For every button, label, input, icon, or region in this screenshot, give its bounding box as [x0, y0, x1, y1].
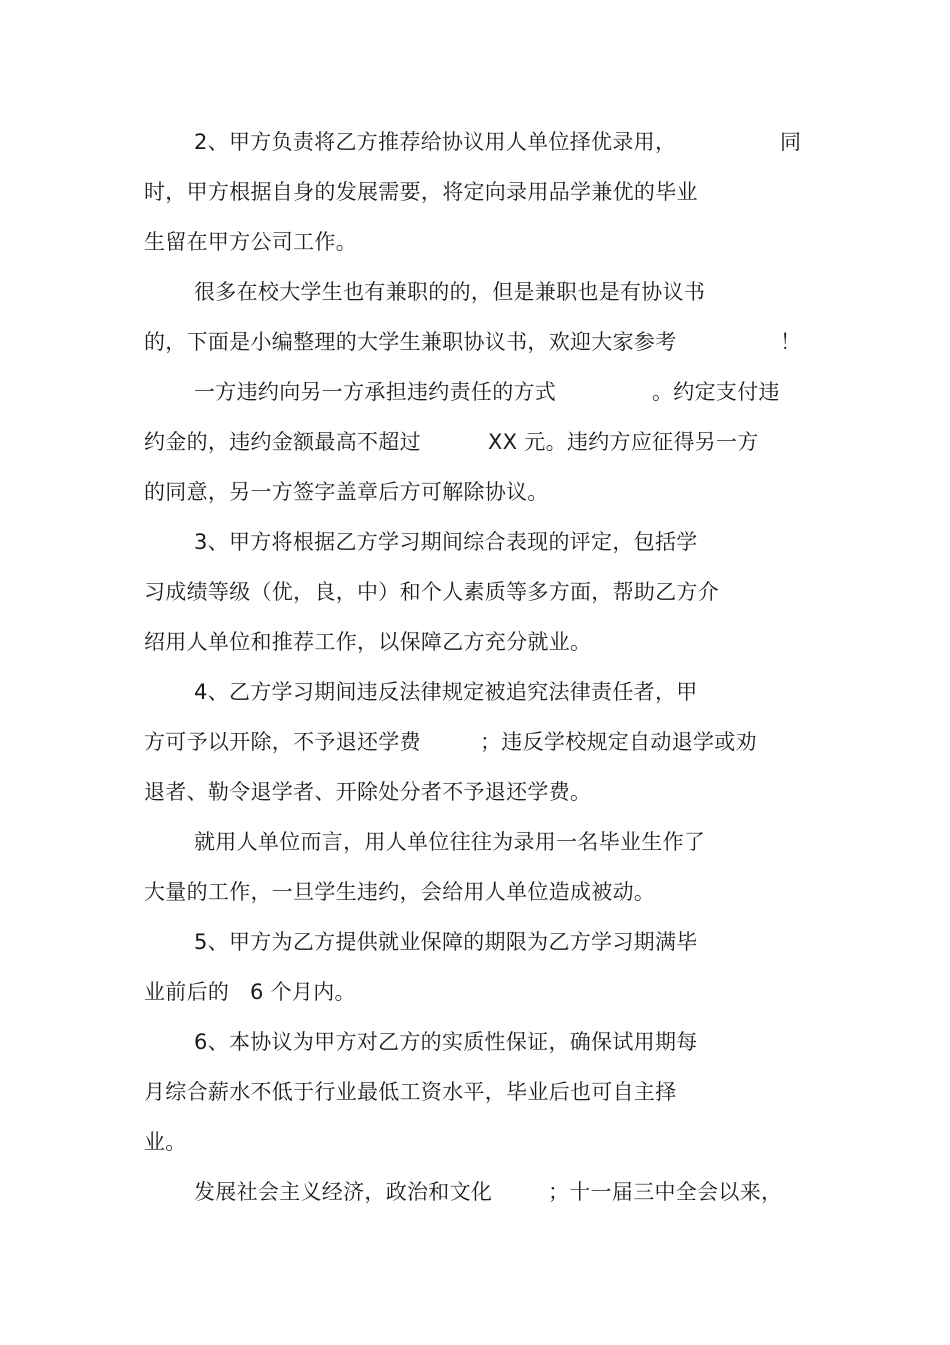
- text-line: 6 个月内。: [250, 980, 356, 1004]
- text-line: 业前后的: [144, 980, 230, 1004]
- text-line: ！: [780, 330, 802, 354]
- text-line: 2、甲方负责将乙方推荐给协议用人单位择优录用，: [194, 130, 677, 154]
- text-line: XX 元。违约方应征得另一方: [488, 430, 759, 454]
- text-line: 月综合薪水不低于行业最低工资水平，毕业后也可自主择: [144, 1080, 677, 1104]
- text-line: 很多在校大学生也有兼职的的，但是兼职也是有协议书: [194, 280, 706, 304]
- text-line: 一方违约向另一方承担违约责任的方式: [194, 380, 557, 404]
- text-line: 习成绩等级（优，良，中）和个人素质等多方面，帮助乙方介: [144, 580, 720, 604]
- text-line: 5、甲方为乙方提供就业保障的期限为乙方学习期满毕: [194, 930, 698, 954]
- text-line: 退者、勒令退学者、开除处分者不予退还学费。: [144, 780, 592, 804]
- text-line: 4、乙方学习期间违反法律规定被追究法律责任者，甲: [194, 680, 698, 704]
- text-line: ；十一届三中全会以来，: [548, 1180, 783, 1204]
- text-line: 绍用人单位和推荐工作，以保障乙方充分就业。: [144, 630, 592, 654]
- text-line: 约金的，违约金额最高不超过: [144, 430, 421, 454]
- text-line: 大量的工作，一旦学生违约，会给用人单位造成被动。: [144, 880, 656, 904]
- text-line: ；违反学校规定自动退学或劝: [480, 730, 757, 754]
- text-line: 就用人单位而言，用人单位往往为录用一名毕业生作了: [194, 830, 706, 854]
- text-line: 6、本协议为甲方对乙方的实质性保证，确保试用期每: [194, 1030, 698, 1054]
- text-line: 的，下面是小编整理的大学生兼职协议书，欢迎大家参考: [144, 330, 677, 354]
- text-line: 发展社会主义经济，政治和文化: [194, 1180, 493, 1204]
- text-line: 。约定支付违: [652, 380, 780, 404]
- text-line: 同: [780, 130, 802, 154]
- text-line: 时，甲方根据自身的发展需要，将定向录用品学兼优的毕业: [144, 180, 698, 204]
- text-line: 3、甲方将根据乙方学习期间综合表现的评定，包括学: [194, 530, 698, 554]
- text-line: 的同意，另一方签字盖章后方可解除协议。: [144, 480, 549, 504]
- text-line: 业。: [144, 1130, 187, 1154]
- text-line: 生留在甲方公司工作。: [144, 230, 357, 254]
- text-line: 方可予以开除，不予退还学费: [144, 730, 421, 754]
